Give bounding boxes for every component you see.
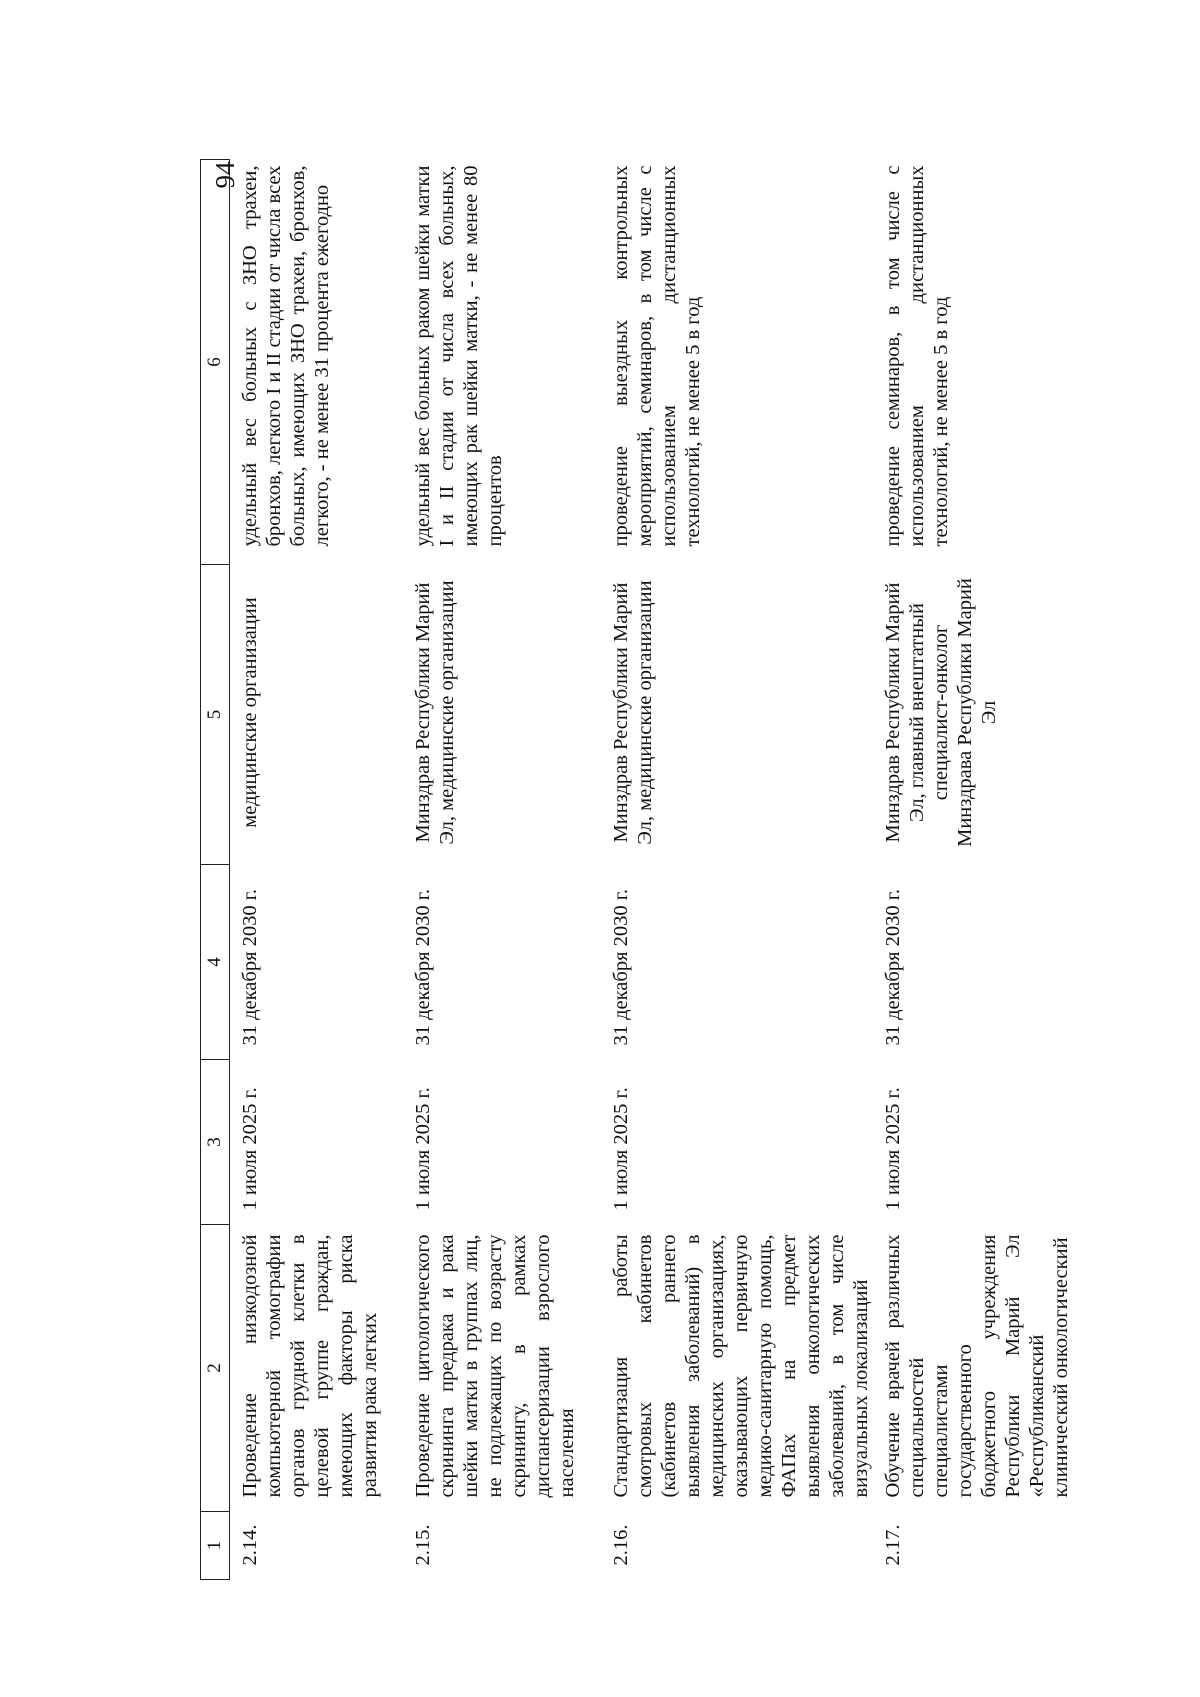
col-header-4: 4 <box>201 865 230 1060</box>
col-header-1: 1 <box>201 1512 230 1580</box>
table-row <box>230 160 404 1580</box>
activity-cell: Обучение врачей различных специальностей специалистами государственного бюджетного учреждения Республики Марий Эл «Республиканский клинический онкологический <box>882 1234 1072 1498</box>
end-date-cell: 31 декабря 2030 г. <box>412 889 434 1046</box>
start-date-cell: 1 июля 2025 г. <box>412 1087 434 1211</box>
start-date-cell: 1 июля 2025 г. <box>610 1087 632 1211</box>
result-cell: проведение выездных контрольных мероприятий, семинаров, в том числе с использованием дистанционных технологий, не менее 5 в год <box>610 165 704 547</box>
result-cell: проведение семинаров, в том числе с использованием дистанционных технологий, не менее 5 в год <box>882 165 952 547</box>
table-row <box>873 160 1073 1580</box>
row-number: 2.15. <box>412 1524 434 1566</box>
end-date-cell: 31 декабря 2030 г. <box>239 889 261 1046</box>
col-header-3: 3 <box>201 1060 230 1225</box>
col-header-5: 5 <box>201 565 230 865</box>
activity-cell: Проведение низкодозной компьютерной томографии органов грудной клетки в целевой группе граждан, имеющих факторы риска развития рака легких <box>239 1234 381 1498</box>
result-cell: удельный вес больных раком шейки матки I и II стадии от числа всех больных, имеющих рак шейки матки, - не менее 80 процентов <box>412 165 506 547</box>
responsible-cell: Минздрав Республики Марий Эл, медицинские организации <box>412 580 458 845</box>
start-date-cell: 1 июля 2025 г. <box>882 1087 904 1211</box>
activity-cell: Стандартизация работы смотровых кабинетов (кабинетов раннего выявления заболеваний) в медицинских организациях, оказывающих первичную медико-санитарную помощь, ФАПах на предмет выявления онкологических заболеваний, в том числе визуальных локализаций <box>610 1234 872 1498</box>
result-cell: удельный вес больных с ЗНО трахеи, бронхов, легкого I и II стадии от числа всех больных, имеющих ЗНО трахеи, бронхов, легкого, - не менее 31 процента ежегодно <box>239 165 333 547</box>
row-number: 2.16. <box>610 1524 632 1566</box>
col-header-2: 2 <box>201 1225 230 1512</box>
responsible-cell: Минздрав Республики Марий Эл, медицинские организации <box>610 580 656 845</box>
table-row <box>403 160 601 1580</box>
row-number: 2.14. <box>239 1524 261 1566</box>
end-date-cell: 31 декабря 2030 г. <box>610 889 632 1046</box>
table-row <box>601 160 873 1580</box>
activities-table <box>200 159 1073 1580</box>
row-number: 2.17. <box>882 1524 904 1566</box>
responsible-cell: Минздрав Республики Марий Эл, главный внештатный специалист-онколог Минздрава Республики Марий Эл <box>882 578 1000 847</box>
page-number: 94 <box>210 161 240 189</box>
start-date-cell: 1 июля 2025 г. <box>239 1087 261 1211</box>
col-header-6: 6 <box>201 160 230 565</box>
rotated-page-content <box>200 160 1072 1580</box>
activity-cell: Проведение цитологического скрининга предрака и рака шейки матки в группах лиц, не подлежащих по возрасту скринингу, в рамках диспансеризации взрослого населения <box>412 1234 578 1498</box>
end-date-cell: 31 декабря 2030 г. <box>882 889 904 1046</box>
header-row <box>201 160 230 1580</box>
responsible-cell: медицинские организации <box>239 597 261 828</box>
